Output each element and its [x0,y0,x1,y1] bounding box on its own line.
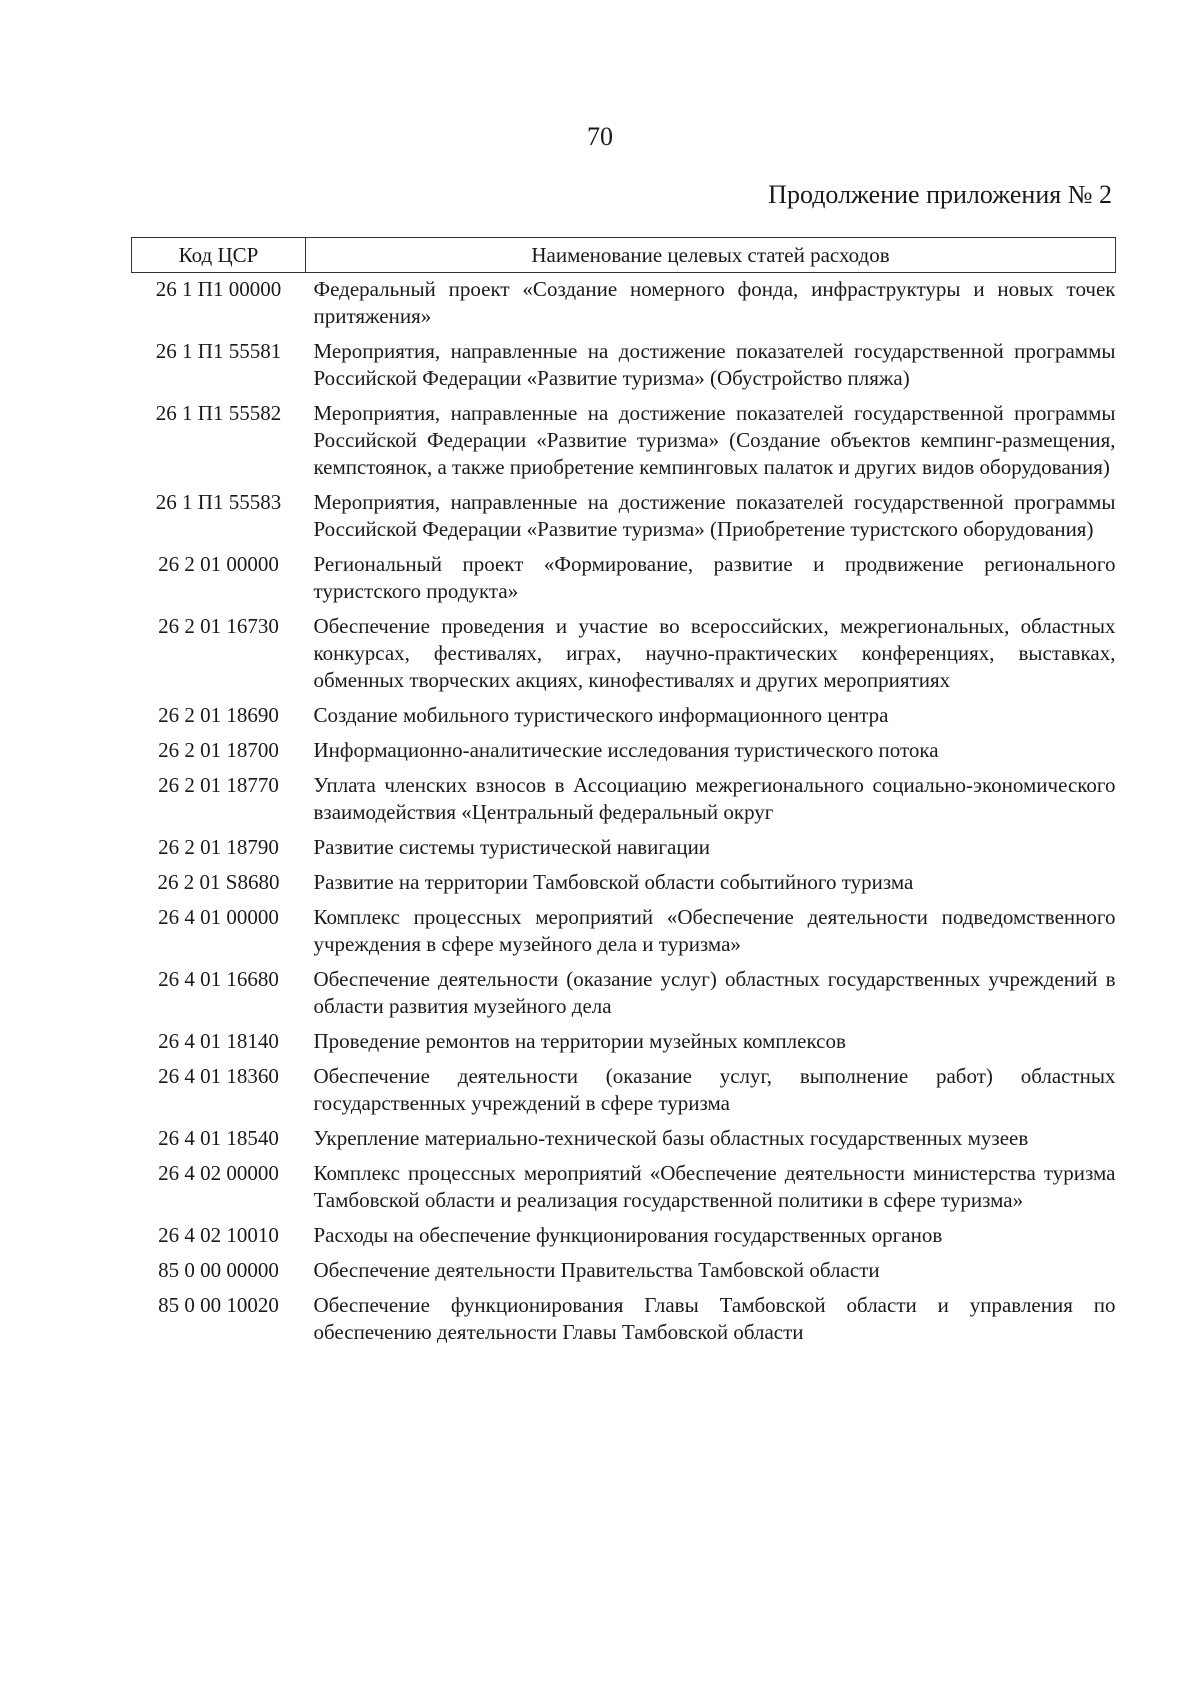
table-row [132,610,1116,699]
row-name: Комплекс процессных мероприятий «Обеспечение деятельности подведомственного учреждения в сфере музейного дела и туризма» [313,905,1116,956]
table-row [132,963,1116,1025]
row-name: Развитие на территории Тамбовской области событийного туризма [313,870,914,894]
budget-codes-table [131,237,1115,1351]
header-code: Код ЦСР [132,238,306,273]
table-row [132,1060,1116,1122]
page-number: 70 [587,122,613,151]
row-name: Обеспечение проведения и участие во всероссийских, межрегиональных, областных конкурсах, фестивалях, играх, научно-практических конференциях, выставках, обменных творческих акциях, кинофестивалях и других мероприятиях [313,614,1116,692]
table-row [132,831,1116,866]
table-row [132,548,1116,610]
table-row [132,486,1116,548]
table-row [132,699,1116,734]
row-name: Уплата членских взносов в Ассоциацию межрегионального социально-экономического взаимодействия «Центральный федеральный округ [313,773,1116,824]
row-name: Проведение ремонтов на территории музейных комплексов [313,1029,846,1053]
table-row [132,273,1116,336]
table-row [132,1157,1116,1219]
row-name: Обеспечение деятельности (оказание услуг) областных государственных учреждений в области развития музейного дела [313,967,1116,1018]
row-code: 26 2 01 18790 [158,835,279,859]
table-row [132,866,1116,901]
row-code: 85 0 00 10020 [158,1293,279,1317]
header-name: Наименование целевых статей расходов [306,238,1116,273]
row-code: 26 2 01 18700 [158,738,279,762]
row-code: 26 1 П1 55582 [155,401,282,425]
table-row [132,1025,1116,1060]
row-name: Комплекс процессных мероприятий «Обеспечение деятельности министерства туризма Тамбовской области и реализация государственной политики в сфере туризма» [313,1161,1116,1212]
table-header-row [132,238,1116,273]
row-name: Обеспечение функционирования Главы Тамбовской области и управления по обеспечению деятельности Главы Тамбовской области [313,1293,1116,1344]
row-code: 26 1 П1 55583 [155,490,282,514]
table-row [132,1219,1116,1254]
table-row [132,397,1116,486]
row-code: 26 4 01 00000 [158,905,279,929]
table-row [132,901,1116,963]
row-code: 26 4 01 18540 [158,1126,279,1150]
row-name: Мероприятия, направленные на достижение показателей государственной программы Российской Федерации «Развитие туризма» (Создание объектов кемпинг-размещения, кемпстоянок, а также приобретение кемпинговых палаток и других видов оборудования) [313,401,1116,479]
row-name: Создание мобильного туристического информационного центра [313,703,889,727]
row-name: Федеральный проект «Создание номерного фонда, инфраструктуры и новых точек притяжения» [313,277,1116,328]
row-name: Развитие системы туристической навигации [313,835,711,859]
row-code: 26 2 01 00000 [158,552,279,576]
row-name: Мероприятия, направленные на достижение показателей государственной программы Российской Федерации «Развитие туризма» (Обустройство пляжа) [313,339,1116,390]
table-row [132,1122,1116,1157]
row-code: 85 0 00 00000 [158,1258,279,1282]
row-code: 26 2 01 18770 [158,773,279,797]
appendix-continuation-label: Продолжение приложения № 2 [768,180,1112,209]
table-row [132,1289,1116,1351]
row-name: Обеспечение деятельности Правительства Тамбовской области [313,1258,880,1282]
row-code: 26 2 01 18690 [158,703,279,727]
row-code: 26 4 02 10010 [158,1223,279,1247]
row-code: 26 1 П1 55581 [155,339,282,363]
row-name: Информационно-аналитические исследования туристического потока [313,738,939,762]
row-name: Укрепление материально-технической базы областных государственных музеев [313,1126,1029,1150]
row-name: Региональный проект «Формирование, развитие и продвижение регионального туристского продукта» [313,552,1116,603]
row-code: 26 4 02 00000 [158,1161,279,1185]
row-code: 26 2 01 16730 [158,614,279,638]
row-code: 26 2 01 S8680 [157,870,280,894]
table-row [132,335,1116,397]
row-name: Мероприятия, направленные на достижение показателей государственной программы Российской Федерации «Развитие туризма» (Приобретение туристского оборудования) [313,490,1116,541]
row-code: 26 1 П1 00000 [155,277,282,301]
row-code: 26 4 01 16680 [158,967,279,991]
row-code: 26 4 01 18360 [158,1064,279,1088]
table-row [132,734,1116,769]
row-name: Обеспечение деятельности (оказание услуг, выполнение работ) областных государственных учреждений в сфере туризма [313,1064,1116,1115]
row-code: 26 4 01 18140 [158,1029,279,1053]
table-row [132,769,1116,831]
table-row [132,1254,1116,1289]
row-name: Расходы на обеспечение функционирования государственных органов [313,1223,943,1247]
